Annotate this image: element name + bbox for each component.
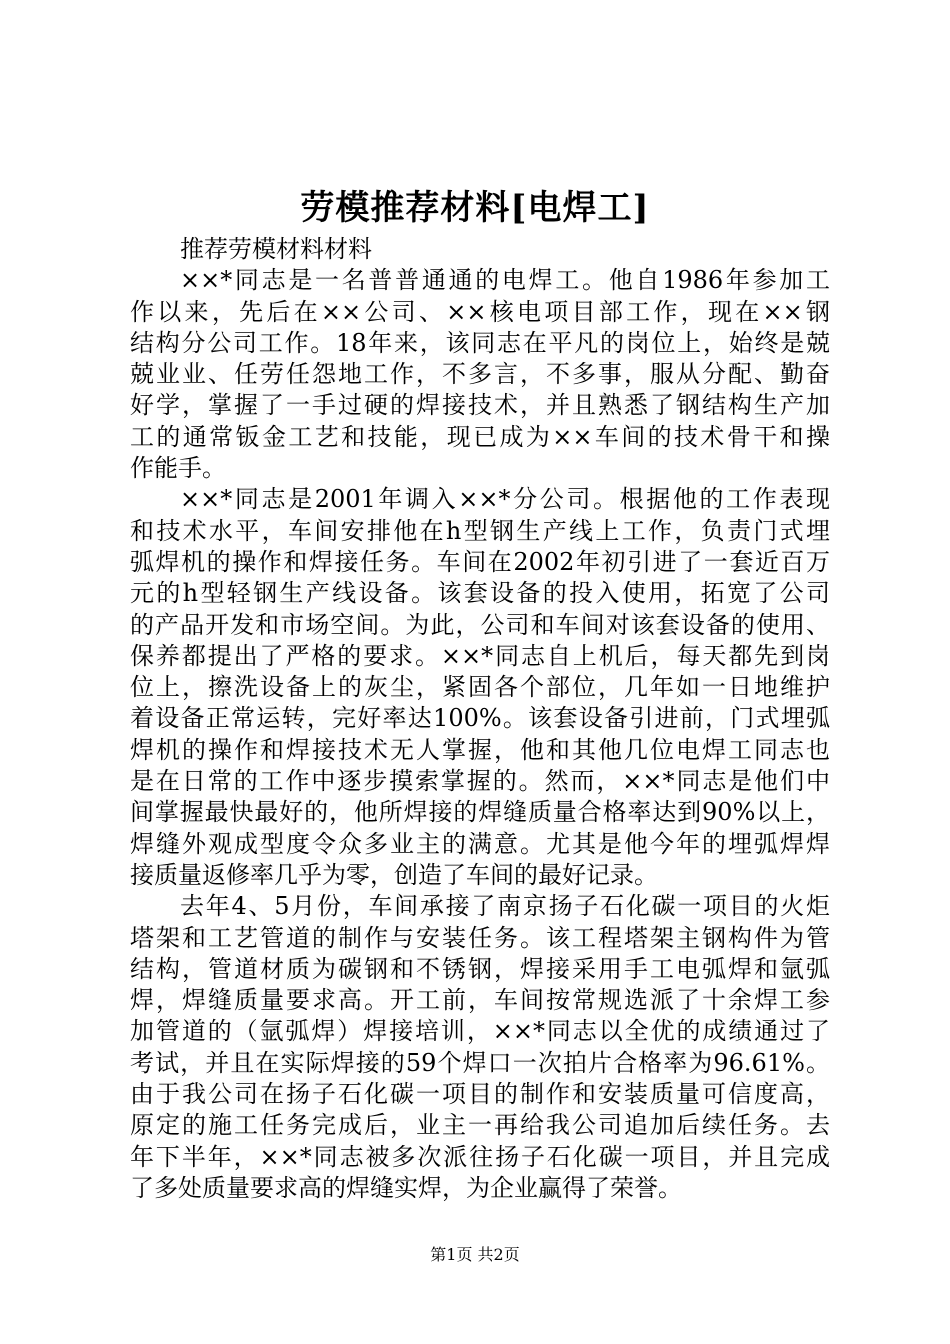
body-line: 和技术水平，车间安排他在h型钢生产线上工作，负责门式埋 [130,516,830,545]
body-line: ××*同志是2001年调入××*分公司。根据他的工作表现 [180,485,830,514]
body-line: 焊缝外观成型度令众多业主的满意。尤其是他今年的埋弧焊焊 [130,829,830,858]
body-line: ××*同志是一名普普通通的电焊工。他自1986年参加工 [180,266,830,295]
body-line: 的产品开发和市场空间。为此，公司和车间对该套设备的使用、 [130,610,830,639]
body-line: 塔架和工艺管道的制作与安装任务。该工程塔架主钢构件为管 [130,923,830,952]
body-line: 由于我公司在扬子石化碳一项目的制作和安装质量可信度高， [130,1080,830,1109]
body-line: 加管道的（氩弧焊）焊接培训，××*同志以全优的成绩通过了 [130,1017,830,1046]
body-line: 作以来，先后在××公司、××核电项目部工作，现在××钢 [130,297,830,326]
body-line: 着设备正常运转，完好率达100%。该套设备引进前，门式埋弧 [130,704,830,733]
body-line: 年下半年，××*同志被多次派往扬子石化碳一项目，并且完成 [130,1142,830,1171]
body-line: 考试，并且在实际焊接的59个焊口一次拍片合格率为96.61%。 [130,1048,830,1077]
body-line: 工的通常钣金工艺和技能，现已成为××车间的技术骨干和操 [130,422,830,451]
body-line: 是在日常的工作中逐步摸索掌握的。然而，××*同志是他们中 [130,767,830,796]
page-number-footer: 第1页 共2页 [430,1245,520,1264]
body-line: 去年4、5月份，车间承接了南京扬子石化碳一项目的火炬 [180,892,830,921]
document-body [130,234,830,1204]
body-line: 元的h型轻钢生产线设备。该套设备的投入使用，拓宽了公司 [130,579,830,608]
body-line: 推荐劳模材料材料 [180,235,372,263]
body-line: 弧焊机的操作和焊接任务。车间在2002年初引进了一套近百万 [130,547,830,576]
body-line: 接质量返修率几乎为零，创造了车间的最好记录。 [130,860,658,889]
body-line: 结构，管道材质为碳钢和不锈钢，焊接采用手工电弧焊和氩弧 [130,954,830,983]
body-line: 焊机的操作和焊接技术无人掌握，他和其他几位电焊工同志也 [130,735,830,764]
body-line: 兢业业、任劳任怨地工作，不多言，不多事，服从分配、勤奋 [130,360,830,389]
body-line: 位上，擦洗设备上的灰尘，紧固各个部位，几年如一日地维护 [130,673,830,702]
document-title: 劳模推荐材料[电焊工] [300,188,650,228]
body-line: 结构分公司工作。18年来，该同志在平凡的岗位上，始终是兢 [130,328,830,357]
body-line: 了多处质量要求高的焊缝实焊，为企业赢得了荣誉。 [130,1173,682,1202]
body-line: 好学，掌握了一手过硬的焊接技术，并且熟悉了钢结构生产加 [130,391,830,420]
body-line: 原定的施工任务完成后，业主一再给我公司追加后续任务。去 [130,1111,830,1140]
body-line: 焊，焊缝质量要求高。开工前，车间按常规选派了十余焊工参 [130,986,830,1015]
body-line: 作能手。 [130,454,226,483]
body-line: 间掌握最快最好的，他所焊接的焊缝质量合格率达到90%以上， [130,798,830,827]
body-line: 保养都提出了严格的要求。××*同志自上机后，每天都先到岗 [130,641,830,670]
